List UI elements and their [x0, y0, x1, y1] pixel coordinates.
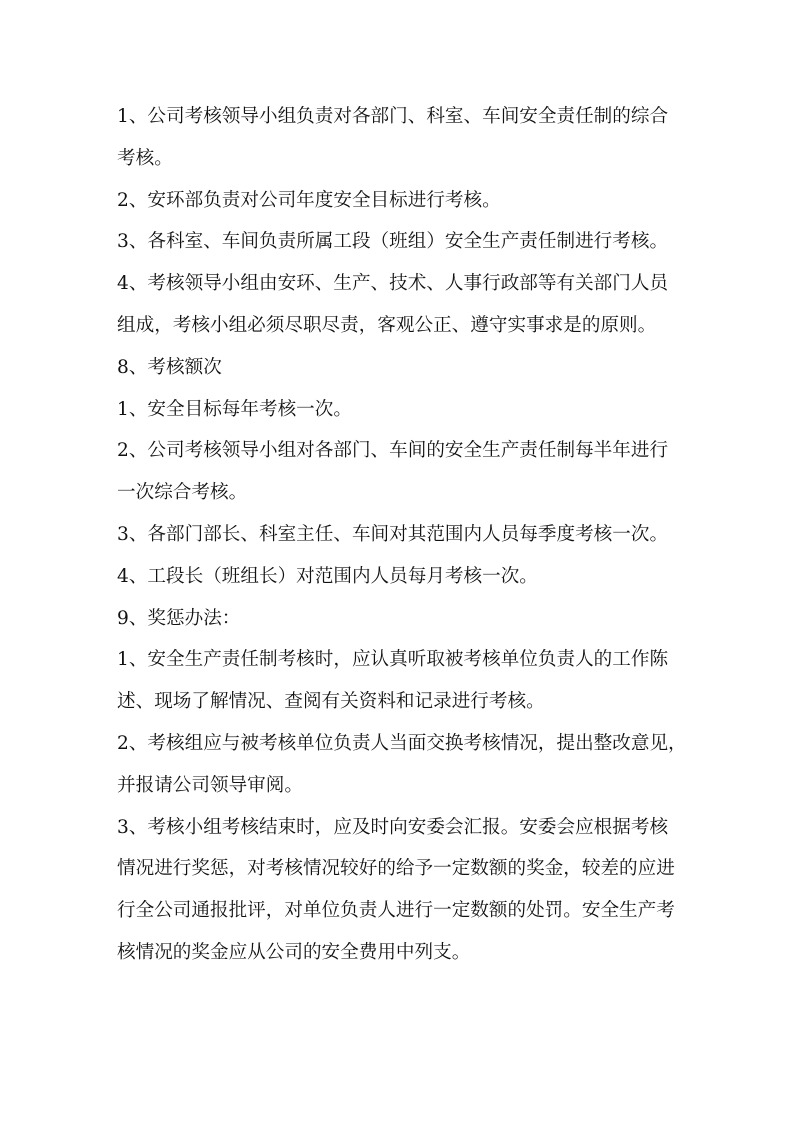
section-heading: 8、考核额次: [117, 356, 222, 378]
text-line: 核情况的奖金应从公司的安全费用中列支。: [117, 941, 471, 963]
text-line: 一次综合考核。: [117, 482, 248, 504]
text-line: 3、各科室、车间负责所属工段（班组）安全生产责任制进行考核。: [117, 231, 669, 253]
text-line: 并报请公司领导审阅。: [117, 774, 303, 796]
text-line: 2、公司考核领导小组对各部门、车间的安全生产责任制每半年进行: [117, 440, 669, 462]
document-body: [117, 96, 687, 974]
text-line: 2、考核组应与被考核单位负责人当面交换考核情况，提出整改意见，: [117, 732, 687, 754]
text-line: 情况进行奖惩，对考核情况较好的给予一定数额的奖金，较差的应进: [117, 858, 675, 880]
text-line: 3、各部门部长、科室主任、车间对其范围内人员每季度考核一次。: [117, 523, 669, 545]
text-line: 1、安全生产责任制考核时，应认真听取被考核单位负责人的工作陈: [117, 649, 669, 671]
text-line: 1、安全目标每年考核一次。: [117, 398, 352, 420]
text-line: 述、现场了解情况、查阅有关资料和记录进行考核。: [117, 691, 545, 713]
text-line: 行全公司通报批评，对单位负责人进行一定数额的处罚。安全生产考: [117, 900, 675, 922]
text-line: 2、安环部负责对公司年度安全目标进行考核。: [117, 189, 501, 211]
text-line: 3、考核小组考核结束时，应及时向安委会汇报。安委会应根据考核: [117, 816, 669, 838]
section-heading: 9、奖惩办法：: [117, 607, 241, 629]
text-line: 组成，考核小组必须尽职尽责，客观公正、遵守实事求是的原则。: [117, 314, 657, 336]
text-line: 考核。: [117, 147, 173, 169]
text-line: 1、公司考核领导小组负责对各部门、科室、车间安全责任制的综合: [117, 106, 669, 127]
text-line: 4、考核领导小组由安环、生产、技术、人事行政部等有关部门人员: [117, 273, 669, 295]
text-line: 4、工段长（班组长）对范围内人员每月考核一次。: [117, 565, 538, 587]
